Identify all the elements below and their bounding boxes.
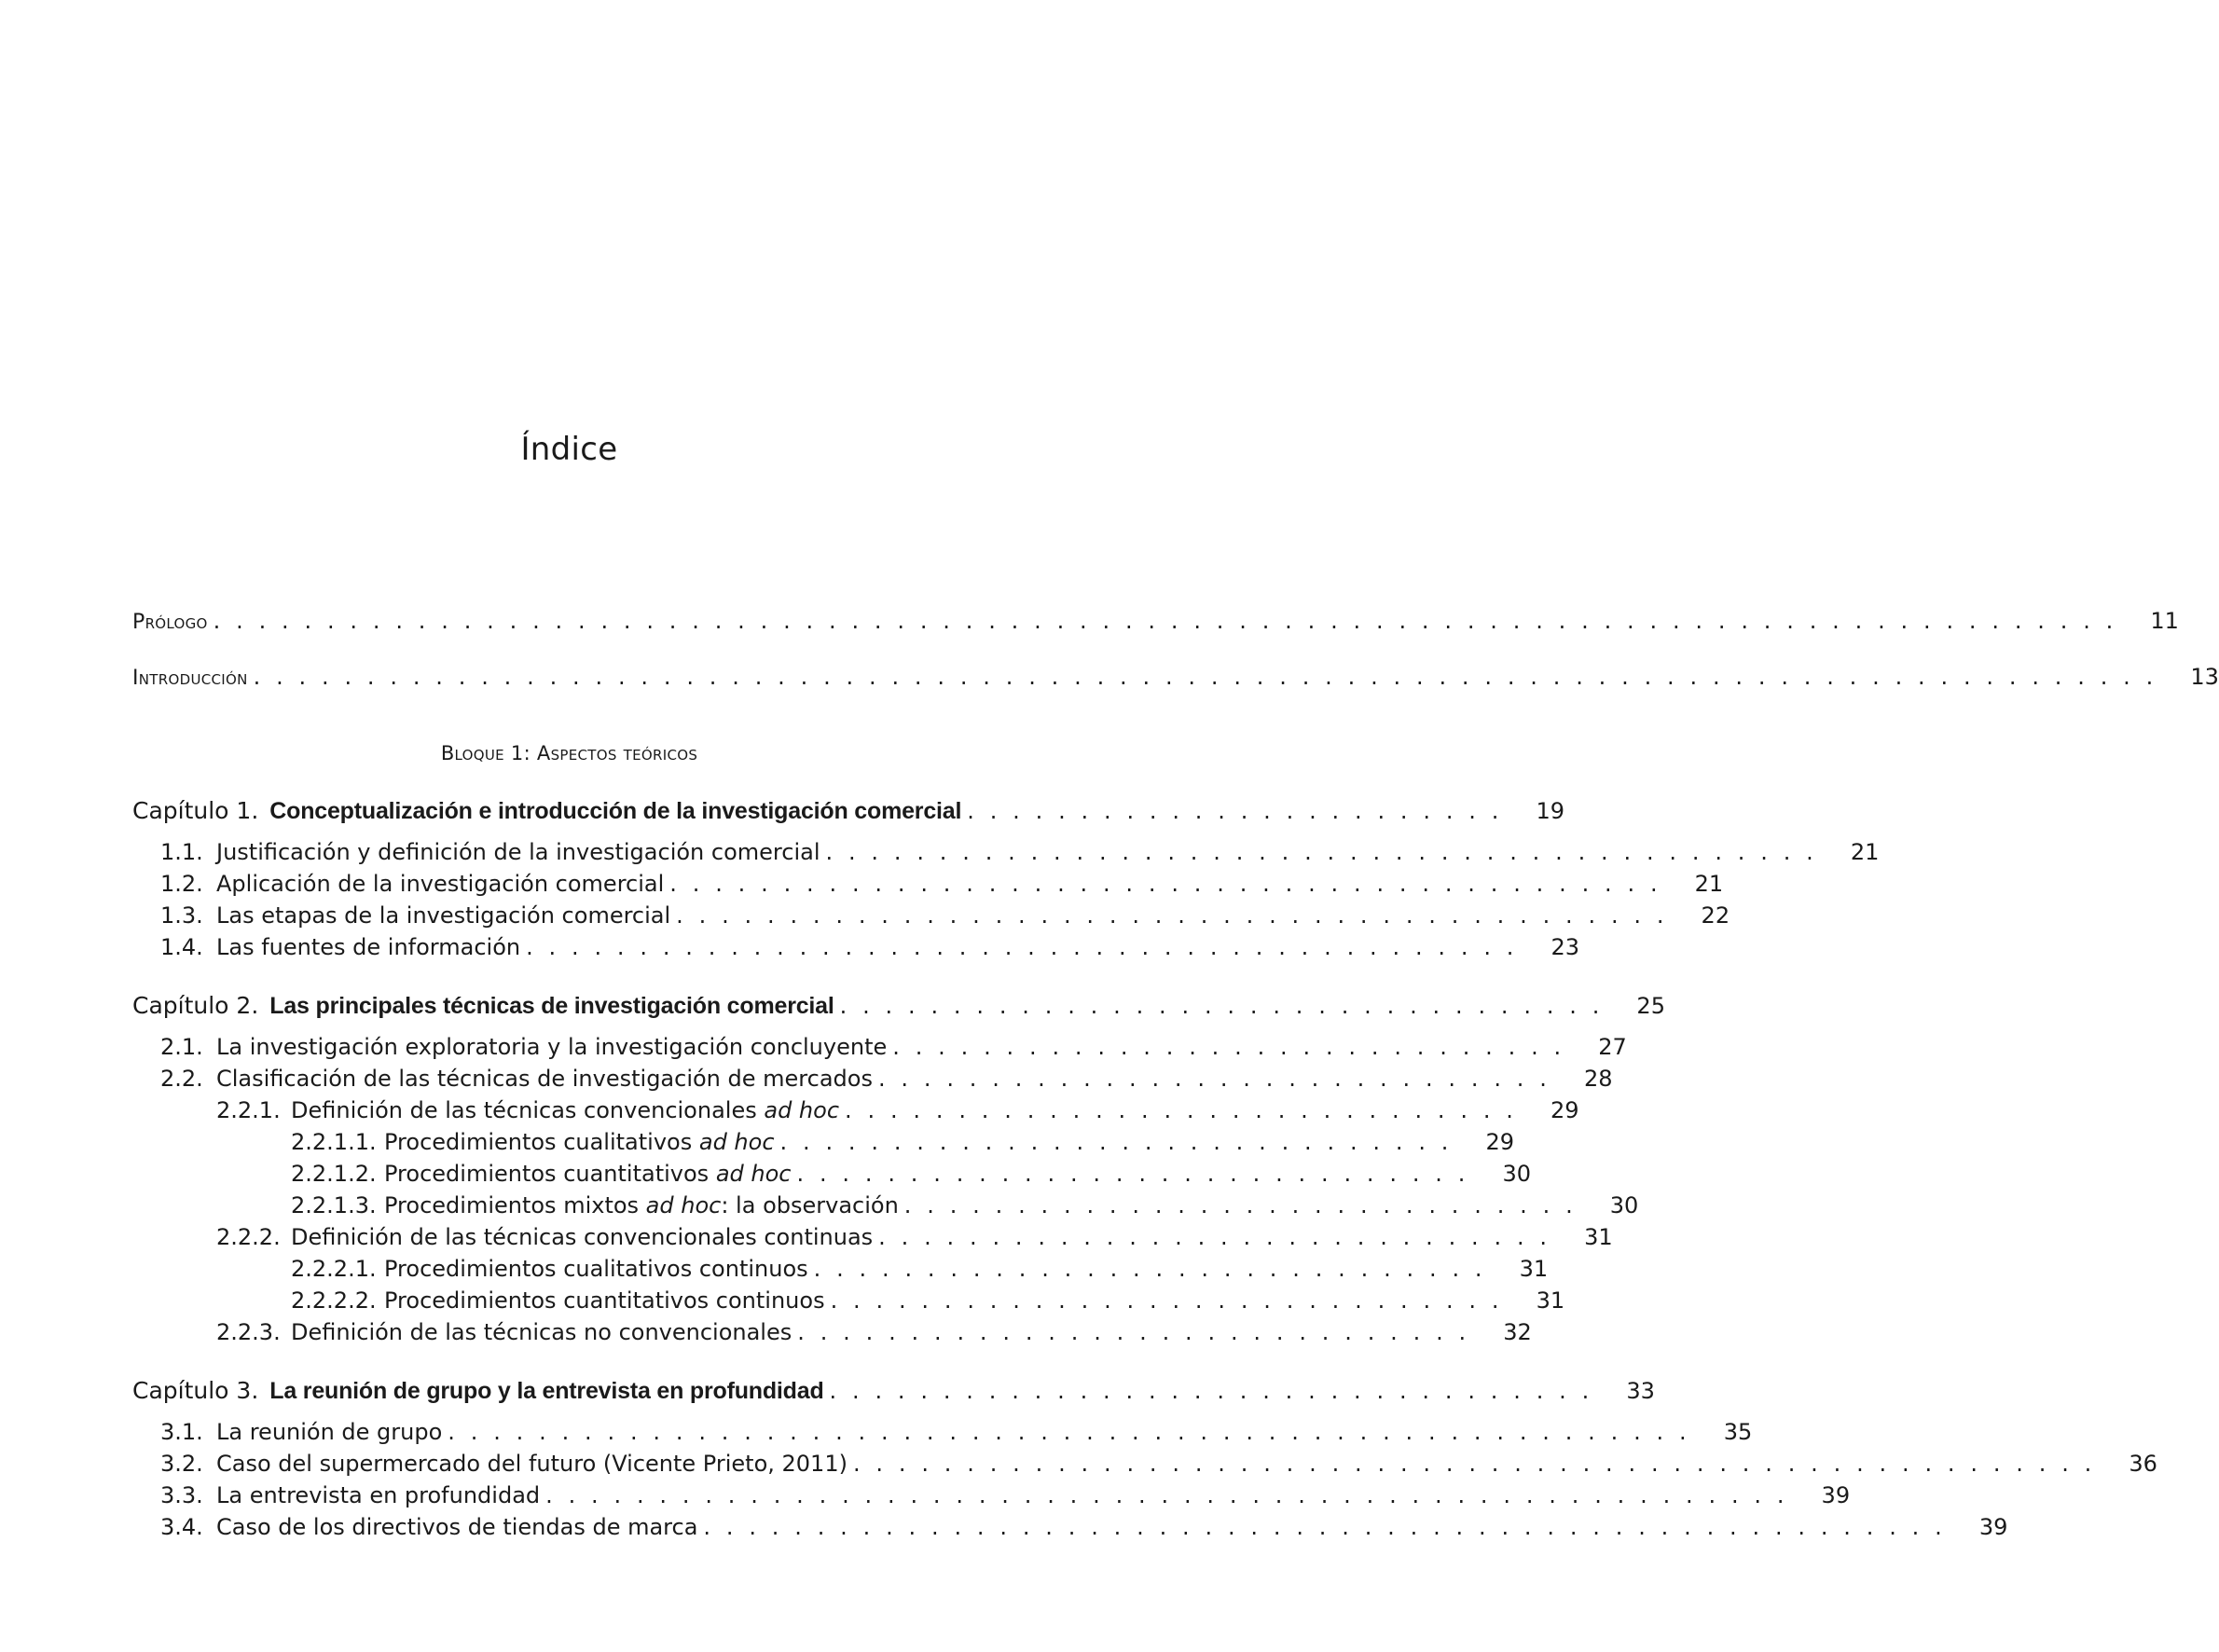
toc-entry-label: Aplicación de la investigación comercial [216,871,665,897]
toc-entry[interactable] [291,1255,1549,1283]
block-heading: Bloque 1: Aspectos teóricos [440,742,698,764]
toc-entry-label: La entrevista en profundidad [216,1482,541,1508]
toc-entry[interactable] [291,1128,1515,1156]
toc-entry-label: Introducción [132,667,248,690]
toc-page-number: 29 [1551,1097,1579,1123]
chapter-title: Conceptualización e introducción de la investigación comercial [269,798,962,824]
toc-entry-label: Definición de las técnicas convencionales ad hoc [291,1097,840,1123]
toc-entry[interactable] [160,838,1880,866]
toc-page-number: 35 [1723,1419,1753,1445]
toc-entry[interactable] [160,933,1580,961]
toc-entry[interactable] [160,1033,1627,1061]
entry-number: 1.4. [160,934,203,960]
toc-entry[interactable] [216,1223,1613,1251]
chapter-prefix: Capítulo 2. [132,992,259,1019]
entry-number: 2.2. [160,1066,203,1092]
toc-entry-label: Prólogo [132,611,208,634]
toc-page-number: 31 [1536,1287,1565,1314]
entry-number: 1.2. [160,871,203,897]
toc-entry[interactable] [160,1418,1753,1446]
toc-page-number: 32 [1503,1319,1532,1345]
entry-number: 2.2.2. [216,1224,281,1250]
toc-entry-label: Procedimientos cuantitativos ad hoc [384,1161,792,1187]
dot-leader: . . . . . . . . . . . . . . . . . . . . . . . . . . . . . . . . . . . . . . . . . . . . [825,839,1818,865]
toc-page-number: 21 [1694,871,1724,897]
entry-number: 3.1. [160,1419,203,1445]
toc-entry[interactable] [160,902,1730,929]
toc-page-number: 30 [1502,1161,1531,1187]
toc-chapter-2[interactable] [132,992,1665,1020]
toc-page-number: 31 [1584,1224,1613,1250]
dot-leader: . . . . . . . . . . . . . . . . . . . . . . . . . . . . . . [830,1287,1504,1314]
toc-entry-label: Las fuentes de información [216,934,521,960]
entry-number: 2.2.1.1. [291,1129,377,1155]
dot-leader: . . . . . . . . . . . . . . . . . . . . . . . . . . . . . . . . . . . . . . . . . . . . . . . . . . . . . . . [448,1419,1691,1445]
toc-entry[interactable] [216,1318,1532,1346]
toc-entry-label: La reunión de grupo [216,1419,443,1445]
toc-page-number: 33 [1626,1378,1655,1404]
toc-entry[interactable] [291,1191,1639,1219]
entry-number: 1.3. [160,902,203,929]
dot-leader: . . . . . . . . . . . . . . . . . . . . . . . . . . . . . . [813,1256,1487,1282]
entry-number: 2.2.1. [216,1097,281,1123]
toc-page-number: 23 [1551,934,1580,960]
entry-number: 3.4. [160,1514,203,1540]
entry-number: 2.1. [160,1034,203,1060]
toc-entry-label: Las etapas de la investigación comercial [216,902,671,929]
dot-leader: . . . . . . . . . . . . . . . . . . . . . . . . . . . . . . [903,1192,1578,1218]
toc-entry-label: Procedimientos cualitativos ad hoc [384,1129,775,1155]
toc-page-number: 11 [2150,608,2179,634]
toc-page-number: 21 [1850,839,1880,865]
dot-leader: . . . . . . . . . . . . . . . . . . . . . . . . . . . . . . . . . . . . . . . . . . . . [669,871,1662,897]
chapter-prefix: Capítulo 1. [132,797,259,824]
toc-entry[interactable] [216,1096,1579,1124]
toc-page-number: 39 [1978,1514,2008,1540]
chapter-title: La reunión de grupo y la entrevista en profundidad [269,1378,824,1404]
toc-page-number: 28 [1583,1066,1613,1092]
entry-number: 2.2.2.1. [291,1256,377,1282]
dot-leader: . . . . . . . . . . . . . . . . . . . . . . . . . . . . . . . . . . [829,1378,1593,1404]
toc-entry[interactable] [291,1160,1531,1188]
entry-number: 2.2.1.2. [291,1161,377,1187]
dot-leader: . . . . . . . . . . . . . . . . . . . . . . . . . . . . . . [877,1066,1551,1092]
toc-page-number: 29 [1485,1129,1515,1155]
toc-page-number: 30 [1609,1192,1639,1218]
dot-leader: . . . . . . . . . . . . . . . . . . . . . . . . . . . . . . . . . . [839,993,1604,1019]
dot-leader: . . . . . . . . . . . . . . . . . . . . . . . . . . . . . . . . . . . . . . . . . . . . . . . . . . . . . . . . . . . . . . . . . . . . . . . . . . . . . . . . . . . . [213,608,2117,634]
dot-leader: . . . . . . . . . . . . . . . . . . . . . . . . . . . . . . . . . . . . . . . . . . . . [526,934,1519,960]
toc-page-number: 25 [1636,993,1665,1019]
dot-leader: . . . . . . . . . . . . . . . . . . . . . . . . . . . . . . . . . . . . . . . . . . . . . . . . . . . . . . . [545,1482,1789,1508]
dot-leader: . . . . . . . . . . . . . . . . . . . . . . . . . . . . . . . . . . . . . . . . . . . . . . . . . . . . . . . . . . . . . . . . . . . . . . . . . . . . . . . . . . . . [253,664,2157,690]
toc-entry[interactable] [160,1481,1851,1509]
toc-page-number: 39 [1821,1482,1851,1508]
dot-leader: . . . . . . . . . . . . . . . . . . . . . . . . [967,798,1503,824]
entry-number: 2.2.1.3. [291,1192,377,1218]
entry-number: 3.3. [160,1482,203,1508]
dot-leader: . . . . . . . . . . . . . . . . . . . . . . . . . . . . . . [878,1224,1551,1250]
toc-entry-label: Procedimientos mixtos ad hoc: la observación [384,1192,899,1218]
italic-term: ad hoc [715,1161,792,1187]
chapter-title: Las principales técnicas de investigación comercial [269,993,834,1019]
toc-entry-label: Caso de los directivos de tiendas de marca [216,1514,698,1540]
toc-entry-label: Procedimientos cuantitativos continuos [384,1287,825,1314]
toc-entry-label: Justificación y definición de la investigación comercial [216,839,820,865]
toc-page-number: 27 [1598,1034,1627,1060]
toc-chapter-3[interactable] [132,1377,1655,1405]
toc-entry[interactable] [160,1065,1613,1093]
toc-entry-label: Clasificación de las técnicas de investigación de mercados [216,1066,873,1092]
italic-term: ad hoc [645,1192,722,1218]
entry-number: 3.2. [160,1451,203,1477]
italic-term: ad hoc [698,1129,775,1155]
entry-number: 2.2.3. [216,1319,281,1345]
dot-leader: . . . . . . . . . . . . . . . . . . . . . . . . . . . . . . . . . . . . . . . . . . . . [676,902,1669,929]
dot-leader: . . . . . . . . . . . . . . . . . . . . . . . . . . . . . . [779,1129,1454,1155]
toc-entry-label: La investigación exploratoria y la investigación concluyente [216,1034,888,1060]
toc-entry-label: Caso del supermercado del futuro (Vicente Prieto, 2011) [216,1451,848,1477]
dot-leader: . . . . . . . . . . . . . . . . . . . . . . . . . . . . . . [796,1161,1469,1187]
chapter-prefix: Capítulo 3. [132,1377,259,1404]
toc-page-number: 31 [1519,1256,1549,1282]
dot-leader: . . . . . . . . . . . . . . . . . . . . . . . . . . . . . . [845,1097,1518,1123]
toc-entry-introduccion[interactable] [132,663,2219,693]
entry-number: 1.1. [160,839,203,865]
toc-entry[interactable] [160,1513,2008,1541]
toc-entry-label: Procedimientos cualitativos continuos [384,1256,808,1282]
toc-page-number: 36 [2129,1451,2157,1477]
toc-entry[interactable] [160,870,1724,898]
entry-number: 2.2.2.2. [291,1287,377,1314]
toc-entry[interactable] [160,1450,2157,1478]
toc-entry-prologo[interactable] [132,607,2179,637]
dot-leader: . . . . . . . . . . . . . . . . . . . . . . . . . . . . . . [892,1034,1565,1060]
italic-term: ad hoc [764,1097,840,1123]
toc-entry-label: Definición de las técnicas no convencionales [291,1319,792,1345]
toc-page-number: 22 [1701,902,1730,929]
dot-leader: . . . . . . . . . . . . . . . . . . . . . . . . . . . . . . [797,1319,1470,1345]
page-title: Índice [520,431,618,468]
toc-page-number: 19 [1536,798,1564,824]
toc-entry-label: Definición de las técnicas convencionales continuas [291,1224,874,1250]
dot-leader: . . . . . . . . . . . . . . . . . . . . . . . . . . . . . . . . . . . . . . . . . . . . . . . . . . . . . . . [852,1451,2096,1477]
toc-chapter-1[interactable] [132,797,1564,825]
dot-leader: . . . . . . . . . . . . . . . . . . . . . . . . . . . . . . . . . . . . . . . . . . . . . . . . . . . . . . . [703,1514,1947,1540]
toc-page-number: 13 [2190,664,2219,690]
toc-entry[interactable] [291,1287,1565,1315]
